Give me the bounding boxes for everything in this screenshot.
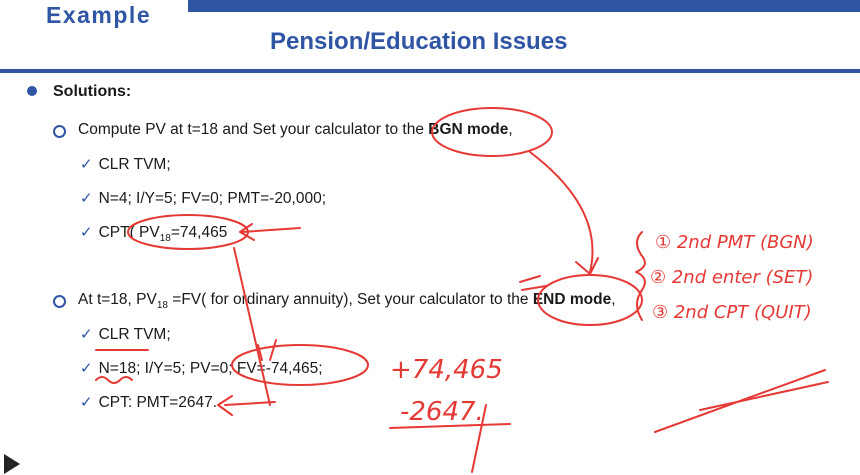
step1-item-text: N=4; I/Y=5; FV=0; PMT=-20,000; xyxy=(98,190,327,207)
hw-note-1: ① 2nd PMT (BGN) xyxy=(655,232,814,253)
pmt-arrow-head xyxy=(218,396,232,415)
end-mode-label: END mode xyxy=(532,291,612,308)
slash-stroke xyxy=(700,382,828,410)
check-icon: ✓ xyxy=(80,360,93,377)
step2-heading xyxy=(78,291,616,311)
step1-item-text: CLR TVM; xyxy=(98,156,171,173)
slide-title: Pension/Education Issues xyxy=(270,28,568,55)
step2-item-text: N=18; I/Y=5; PV=0; FV=-74,465; xyxy=(98,360,323,377)
example-label: Example xyxy=(46,2,152,28)
fv-tick xyxy=(258,340,276,360)
ring-bullet-icon xyxy=(53,125,66,138)
brace xyxy=(636,232,645,320)
pv-to-fv-line xyxy=(234,248,270,405)
bgn-to-end-arrow xyxy=(530,152,593,272)
step2-item-cpt xyxy=(80,393,217,412)
pv-arrow-head xyxy=(240,224,254,240)
play-icon[interactable] xyxy=(4,454,20,474)
end-marks xyxy=(520,276,546,290)
hw-calc-1: +74,465 xyxy=(390,355,503,385)
step2-item-clr xyxy=(80,325,171,344)
cpt-pv-value: =74,465 xyxy=(170,224,228,241)
step2-item-text: CPT: PMT=2647. xyxy=(98,394,218,411)
hw-note-3: ③ 2nd CPT (QUIT) xyxy=(652,302,812,323)
slash-stroke xyxy=(655,370,825,432)
pv-pointer xyxy=(242,228,300,232)
step1-item-inputs xyxy=(80,189,326,208)
step1-heading xyxy=(78,121,513,139)
step2-comma: , xyxy=(611,291,616,308)
check-icon: ✓ xyxy=(80,224,93,241)
cpt-pv-text: CPT( PV xyxy=(98,224,160,241)
arrow-head xyxy=(576,258,598,274)
calc-stroke xyxy=(472,405,486,472)
solutions-label: Solutions: xyxy=(53,83,132,100)
pv-subscript: 18 xyxy=(159,233,171,245)
pv-subscript: 18 xyxy=(156,300,168,312)
check-icon: ✓ xyxy=(80,326,93,343)
step2-item-inputs xyxy=(80,359,323,378)
check-icon: ✓ xyxy=(80,394,93,411)
step2-text: =FV( for ordinary annuity), Set your calculator to the xyxy=(167,291,533,308)
step1-item-cpt xyxy=(80,223,227,244)
step1-comma: , xyxy=(508,121,513,138)
check-icon: ✓ xyxy=(80,190,93,207)
title-underline xyxy=(0,69,860,73)
slide-header xyxy=(0,0,860,75)
step1-item-clr xyxy=(80,155,171,174)
bgn-mode-label: BGN mode xyxy=(428,121,509,138)
step2-text: At t=18, PV xyxy=(78,291,157,308)
ring-bullet-icon xyxy=(53,295,66,308)
check-icon: ✓ xyxy=(80,156,93,173)
bullet-dot-icon xyxy=(27,86,37,96)
hw-calc-2: -2647. xyxy=(400,397,484,427)
step2-item-text: CLR TVM; xyxy=(98,326,171,343)
hw-note-2: ② 2nd enter (SET) xyxy=(650,267,814,288)
calc-underline xyxy=(390,424,510,428)
step1-text: Compute PV at t=18 and Set your calculator to the xyxy=(78,121,429,138)
pmt-pointer xyxy=(225,402,275,405)
header-accent-bar xyxy=(188,0,860,12)
